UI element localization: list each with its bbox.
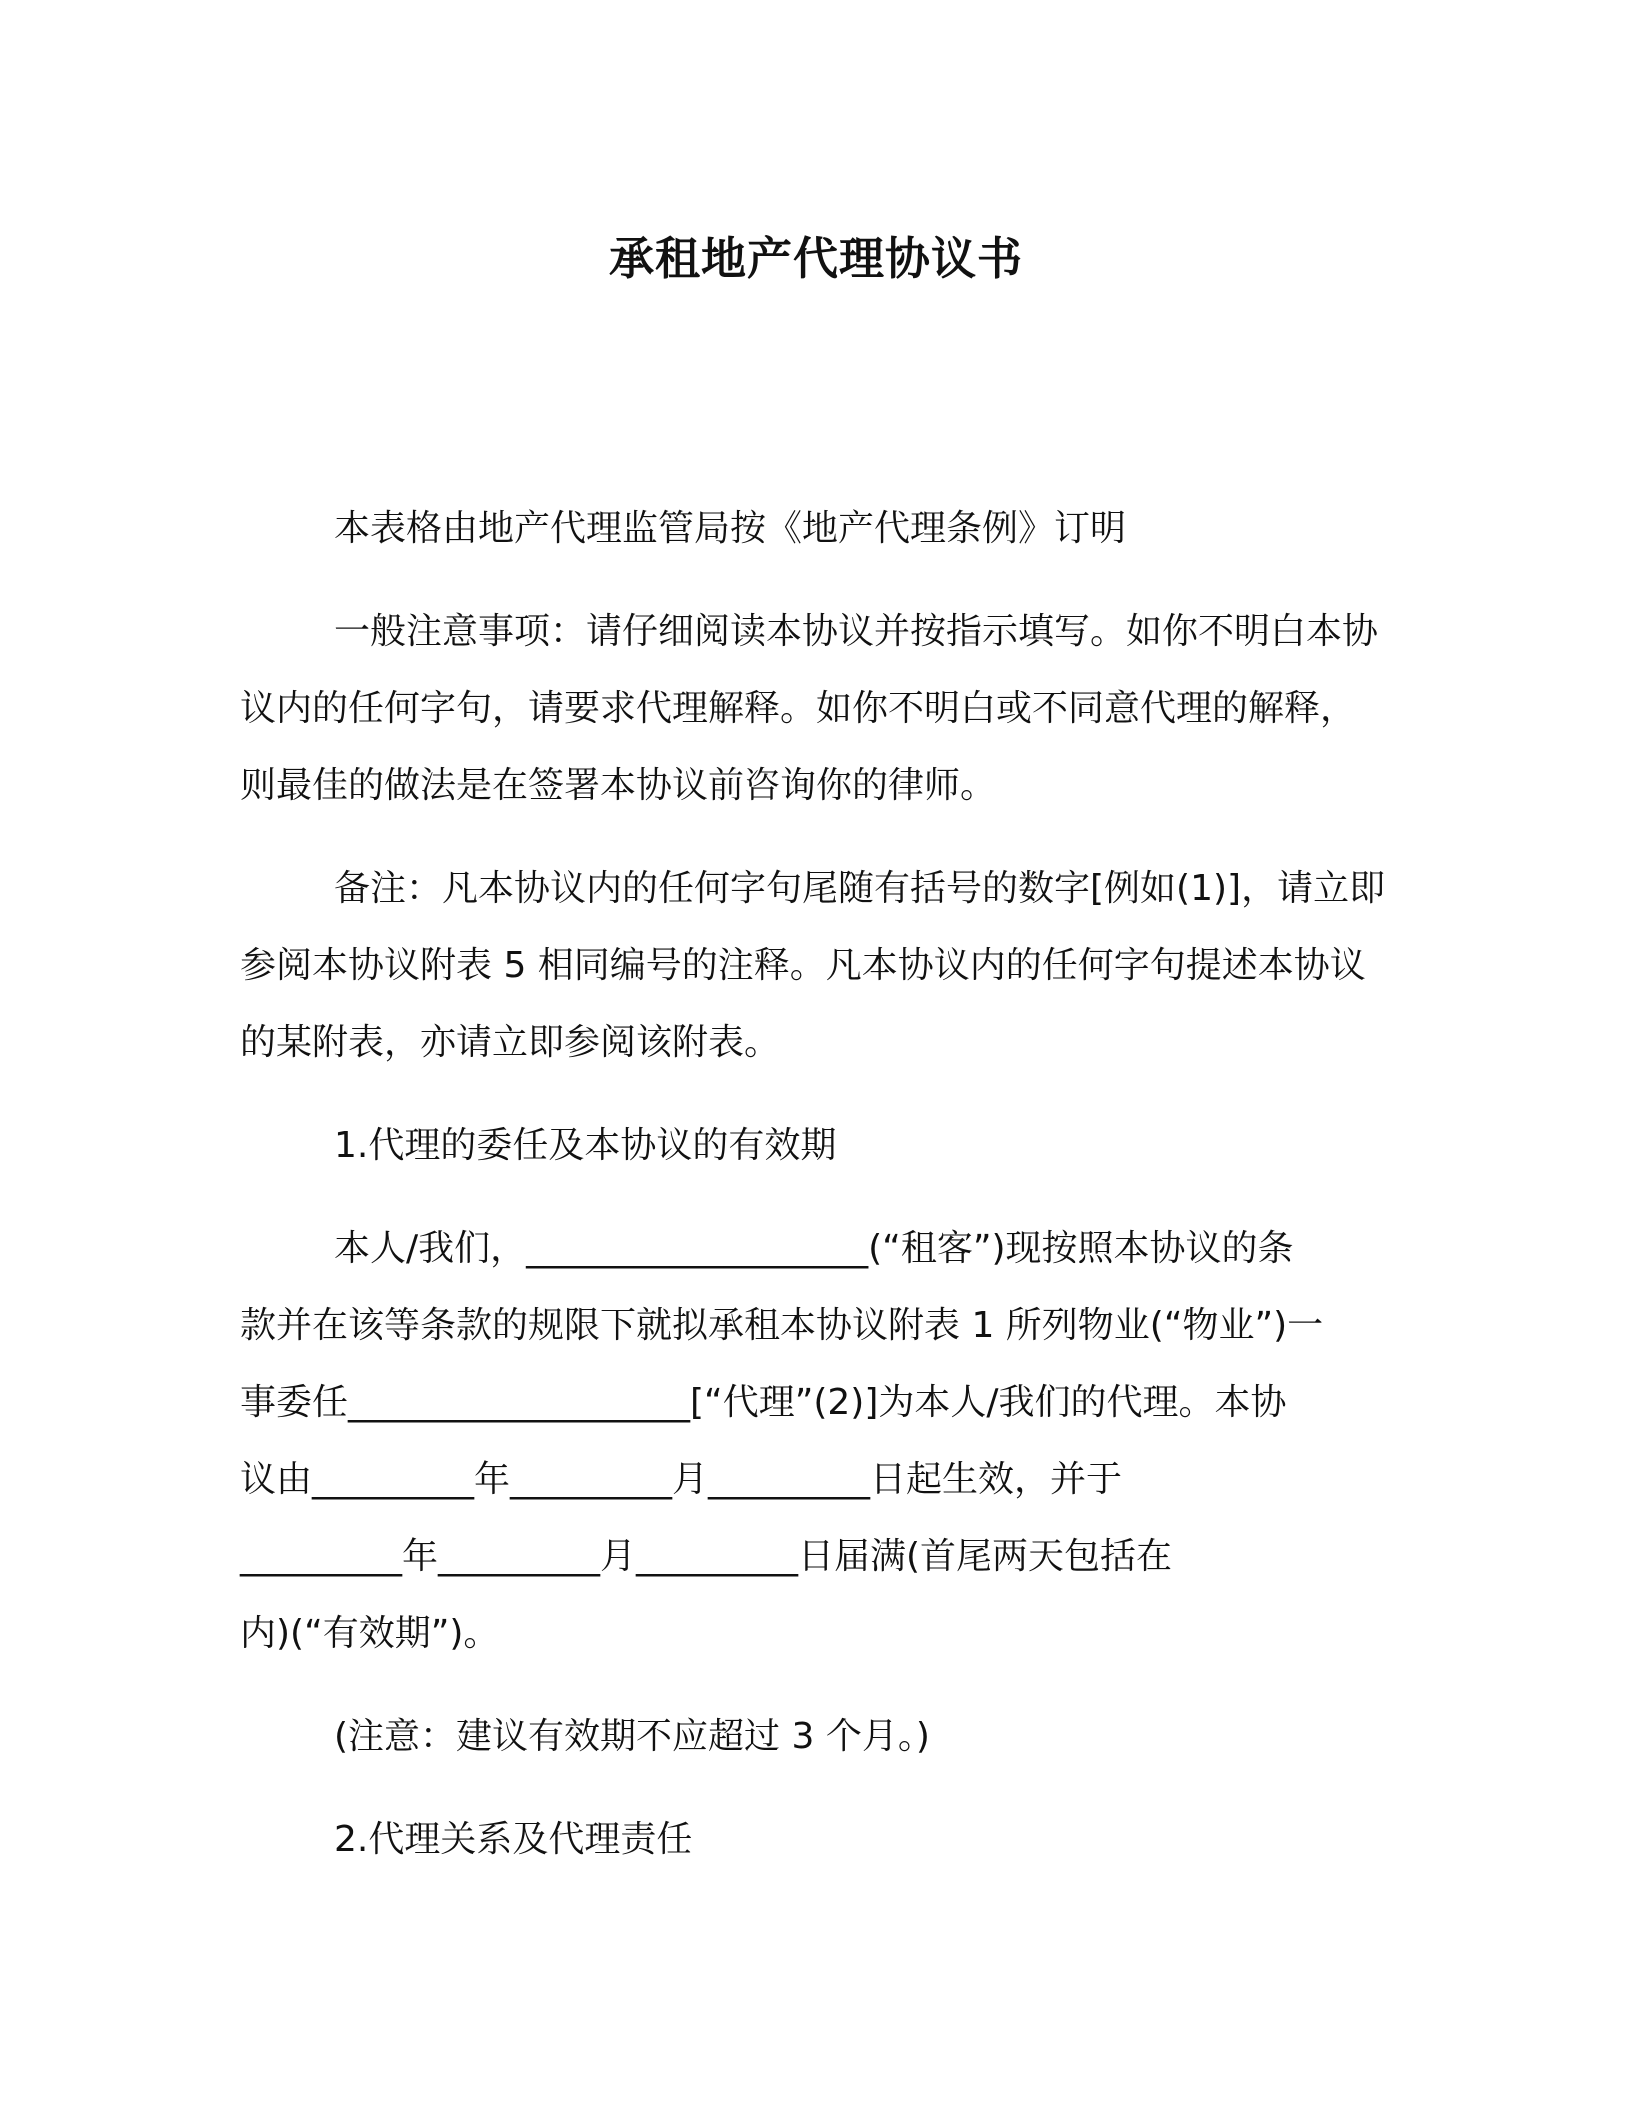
appointment-line: _________年_________月_________日届满(首尾两天包括在 — [240, 1536, 1173, 1577]
general-notice: 一般注意事项：请仔细阅读本协议并按指示填写。如你不明白本协议内的任何字句，请要求代理解释。如你不明白或不同意代理的解释，则最佳的做法是在签署本协议前咨询你的律师。 — [240, 611, 1379, 806]
appointment-line: 款并在该等条款的规限下就拟承租本协议附表 1 所列物业(“物业”)一 — [240, 1305, 1324, 1346]
document-title: 承租地产代理协议书 — [608, 232, 1023, 285]
section-heading-2: 2.代理关系及代理责任 — [334, 1819, 693, 1860]
appointment-line: 内)(“有效期”)。 — [240, 1613, 500, 1654]
appointment-line: 事委任___________________[“代理”(2)]为本人/我们的代理。本协 — [240, 1382, 1287, 1423]
appointment-line: 本人/我们，___________________(“租客”)现按照本协议的条 — [334, 1228, 1294, 1269]
form-prescription-note: 本表格由地产代理监管局按《地产代理条例》订明 — [334, 508, 1127, 549]
appointment-line: 议由_________年_________月_________日起生效，并于 — [240, 1459, 1123, 1500]
section-heading-1: 1.代理的委任及本协议的有效期 — [334, 1125, 837, 1166]
appointment-clause — [240, 1210, 1390, 1672]
validity-note: (注意：建议有效期不应超过 3 个月。) — [334, 1716, 930, 1757]
document-body — [240, 490, 1390, 1904]
remark-note: 备注：凡本协议内的任何字句尾随有括号的数字[例如(1)]，请立即参阅本协议附表 5 相同编号的注释。凡本协议内的任何字句提述本协议的某附表，亦请立即参阅该附表。 — [240, 868, 1386, 1063]
